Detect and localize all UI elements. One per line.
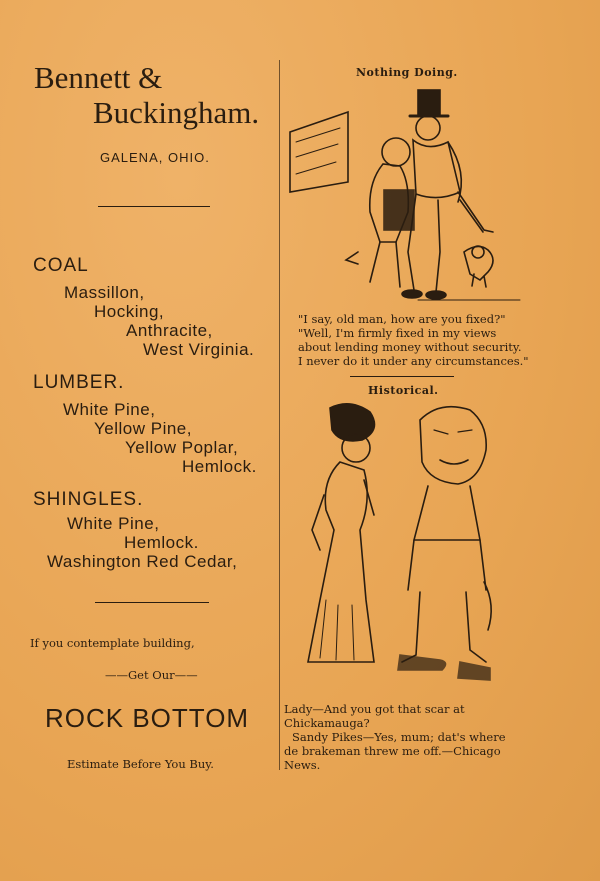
company-name-line1: Bennett & [34, 60, 163, 95]
cartoon1-caption-line: I never do it under any circumstances." [298, 354, 529, 368]
company-location: GALENA, OHIO. [100, 150, 210, 165]
lumber-item: Yellow Pine, [94, 419, 192, 438]
cartoon1-caption-line: "I say, old man, how are you fixed?" [298, 312, 506, 326]
shingles-item: Hemlock. [124, 533, 199, 552]
coal-item: Hocking, [94, 302, 165, 321]
coal-heading: COAL [33, 255, 89, 276]
cartoon2-title: Historical. [368, 384, 439, 397]
coal-item: Massillon, [64, 283, 145, 302]
cartoon2-caption [284, 702, 534, 772]
footer-get-our: ——Get Our—— [105, 668, 198, 682]
footer-line: If you contemplate building, [30, 636, 195, 650]
shingles-item: Washington Red Cedar, [47, 552, 238, 571]
cartoon2-caption-line: Sandy Pikes—Yes, mum; dat's where [292, 730, 506, 744]
cartoon1-caption [298, 312, 538, 368]
rule-bottom [95, 602, 209, 603]
column-divider [279, 60, 280, 770]
rock-bottom-slogan: ROCK BOTTOM [45, 703, 250, 733]
coal-item: West Virginia. [143, 340, 255, 359]
cartoon2-caption-line: News. [284, 758, 321, 772]
shingles-heading: SHINGLES. [33, 489, 144, 510]
cartoon2-caption-line: Chickamauga? [284, 716, 370, 730]
company-name-line2: Buckingham. [93, 95, 260, 130]
cartoon2-illustration [290, 400, 530, 695]
cartoon-separator [350, 376, 454, 377]
footer-estimate: Estimate Before You Buy. [67, 757, 214, 771]
cartoon2-caption-line: Lady—And you got that scar at [284, 702, 465, 716]
lumber-item: Yellow Poplar, [125, 438, 239, 457]
cartoon1-caption-line: about lending money without security. [298, 340, 522, 354]
rule-top [98, 206, 210, 207]
lumber-item: White Pine, [63, 400, 156, 419]
lumber-heading: LUMBER. [33, 372, 125, 393]
cartoon1-illustration [288, 82, 528, 307]
cartoon1-caption-line: "Well, I'm firmly fixed in my views [298, 326, 497, 340]
lumber-item: Hemlock. [182, 457, 257, 476]
coal-item: Anthracite, [126, 321, 213, 340]
shingles-item: White Pine, [67, 514, 160, 533]
cartoon2-caption-line: de brakeman threw me off.—Chicago [284, 744, 501, 758]
cartoon1-title: Nothing Doing. [356, 66, 458, 79]
